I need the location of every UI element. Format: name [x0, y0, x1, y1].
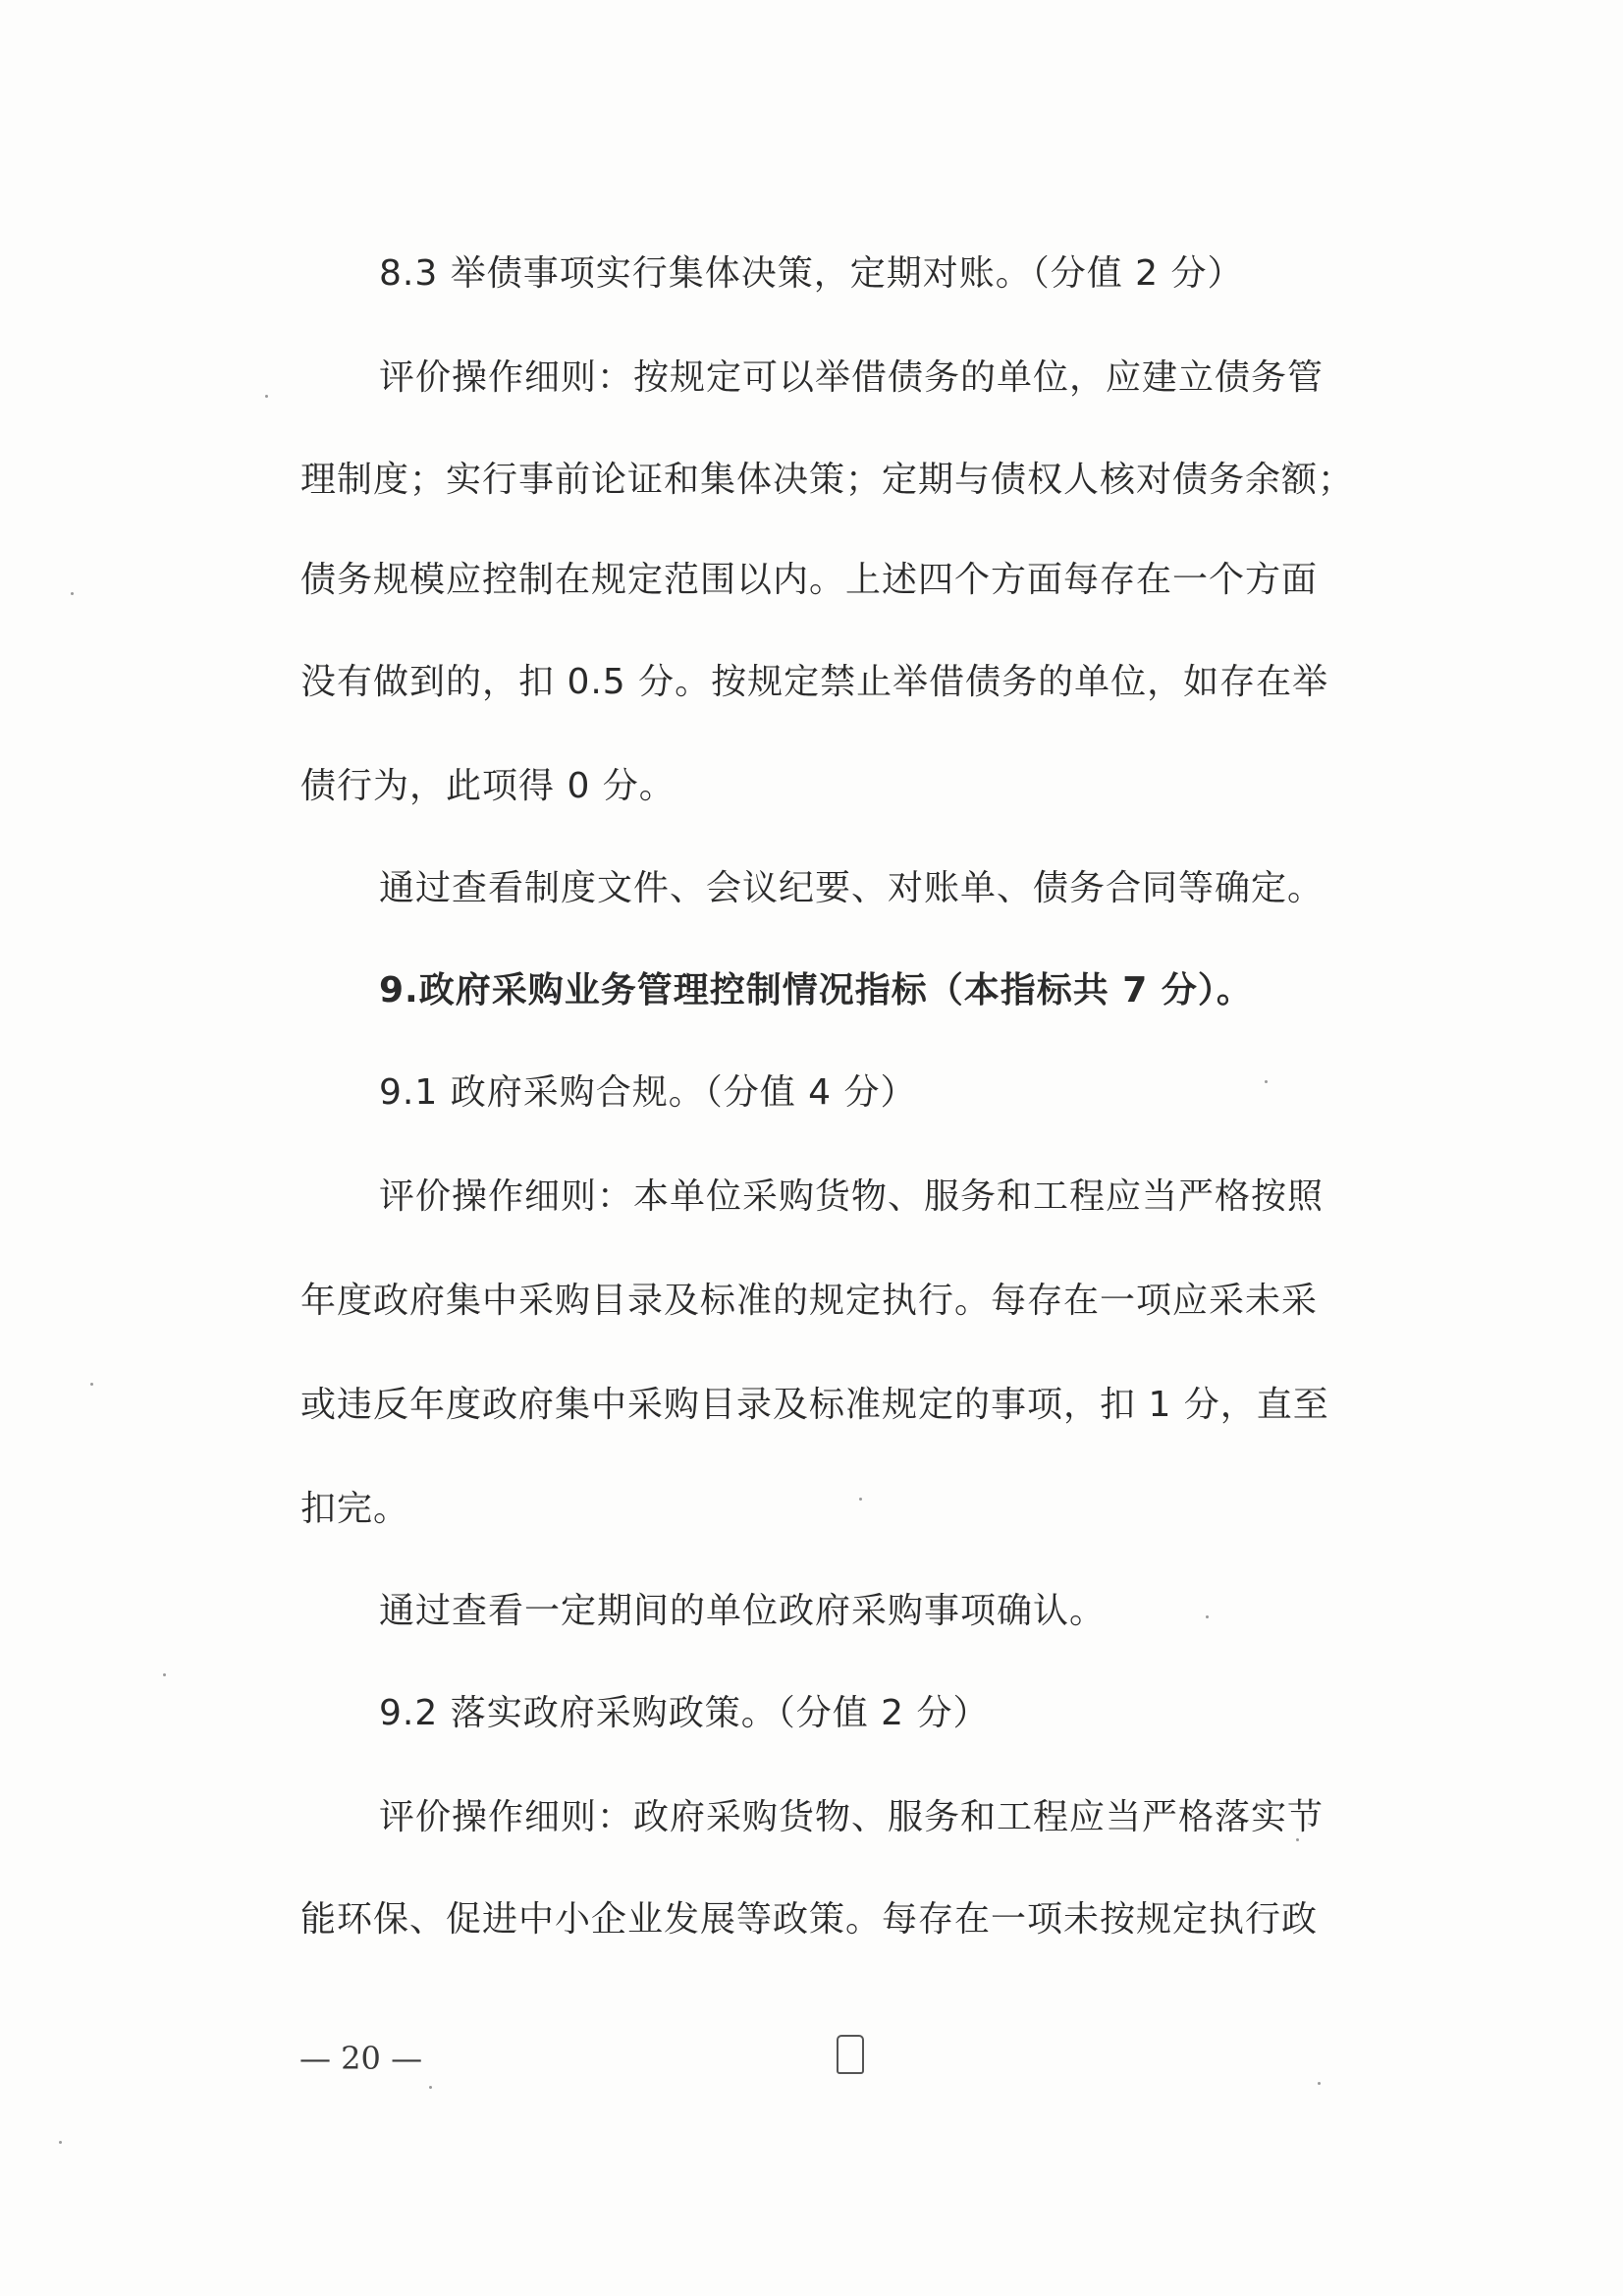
paragraph-line: 没有做到的，扣 0.5 分。按规定禁止举借债务的单位，如存在举	[300, 662, 1329, 702]
section-9-heading: 9.政府采购业务管理控制情况指标（本指标共 7 分）。	[379, 970, 1253, 1011]
paragraph-line: 评价操作细则：按规定可以举借债务的单位，应建立债务管	[379, 357, 1325, 398]
paragraph-line: 扣完。	[300, 1489, 410, 1529]
paragraph-line: 能环保、促进中小企业发展等政策。每存在一项未按规定执行政	[300, 1899, 1319, 1940]
section-9-1-heading: 9.1 政府采购合规。（分值 4 分）	[379, 1072, 917, 1113]
section-8-3-heading: 8.3 举债事项实行集体决策，定期对账。（分值 2 分）	[379, 253, 1244, 294]
paragraph-line: 评价操作细则：政府采购货物、服务和工程应当严格落实节	[379, 1797, 1325, 1837]
scan-speck	[429, 2086, 432, 2089]
scan-speck	[90, 1383, 93, 1386]
paragraph-line: 年度政府集中采购目录及标准的规定执行。每存在一项应采未采	[300, 1281, 1319, 1321]
paragraph-line: 或违反年度政府集中采购目录及标准规定的事项，扣 1 分，直至	[300, 1385, 1329, 1425]
scan-speck	[265, 395, 268, 398]
scan-speck	[1206, 1615, 1209, 1618]
paragraph-line: 通过查看制度文件、会议纪要、对账单、债务合同等确定。	[379, 868, 1325, 908]
paragraph-line: 通过查看一定期间的单位政府采购事项确认。	[379, 1591, 1107, 1631]
scan-speck	[859, 1498, 862, 1501]
scan-speck	[71, 592, 74, 595]
scan-speck	[1265, 1080, 1268, 1083]
paragraph-line: 理制度；实行事前论证和集体决策；定期与债权人核对债务余额；	[300, 460, 1355, 500]
scan-speck	[163, 1673, 166, 1676]
paragraph-line: 评价操作细则：本单位采购货物、服务和工程应当严格按照	[379, 1176, 1325, 1217]
paragraph-line: 债行为，此项得 0 分。	[300, 766, 676, 806]
page-number: — 20 —	[299, 2040, 423, 2077]
scan-speck	[59, 2141, 62, 2144]
paragraph-line: 债务规模应控制在规定范围以内。上述四个方面每存在一个方面	[300, 560, 1319, 600]
binding-mark	[837, 2035, 864, 2074]
scan-speck	[1318, 2082, 1321, 2085]
section-9-2-heading: 9.2 落实政府采购政策。（分值 2 分）	[379, 1693, 990, 1733]
scan-speck	[1296, 1838, 1299, 1841]
